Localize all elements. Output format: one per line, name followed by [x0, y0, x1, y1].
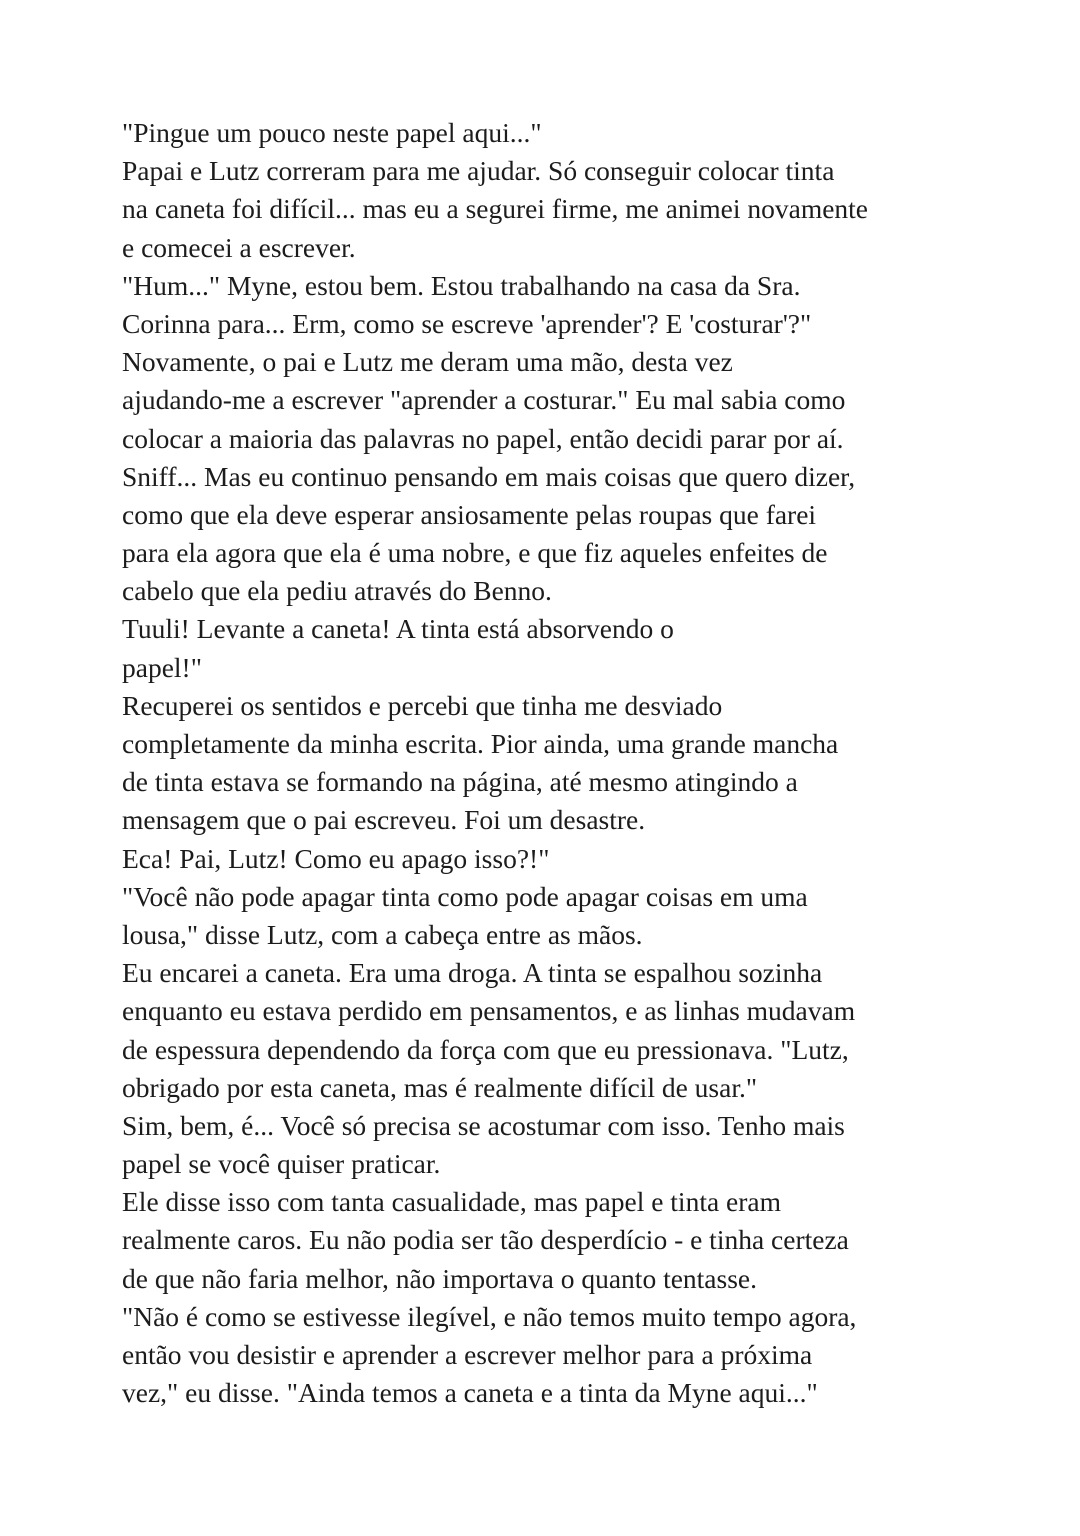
text-line: "Você não pode apagar tinta como pode apagar coisas em uma — [122, 880, 808, 912]
text-line: colocar a maioria das palavras no papel, então decidi parar por aí. — [122, 422, 844, 454]
text-line: então vou desistir e aprender a escrever melhor para a próxima — [122, 1339, 813, 1370]
text-line: Papai e Lutz correram para me ajudar. Só conseguir colocar tinta — [122, 155, 835, 187]
body-text — [122, 114, 1022, 1412]
text-line: lousa," disse Lutz, com a cabeça entre as mãos. — [122, 918, 643, 950]
text-line: enquanto eu estava perdido em pensamentos, e as linhas mudavam — [122, 995, 856, 1027]
text-line: Sim, bem, é... Você só precisa se acostumar com isso. Tenho mais — [122, 1109, 845, 1141]
text-line: e comecei a escrever. — [122, 231, 356, 263]
text-line: de que não faria melhor, não importava o quanto tentasse. — [122, 1262, 757, 1294]
text-line: mensagem que o pai escreveu. Foi um desastre. — [122, 804, 646, 836]
text-line: Corinna para... Erm, como se escreve 'aprender'? E 'costurar'?" — [122, 307, 812, 339]
text-line: Eu encarei a caneta. Era uma droga. A tinta se espalhou sozinha — [122, 957, 823, 989]
text-line: Tuuli! Levante a caneta! A tinta está absorvendo o — [122, 613, 674, 645]
text-line: Sniff... Mas eu continuo pensando em mais coisas que quero dizer, — [122, 460, 856, 492]
text-line: vez," eu disse. "Ainda temos a caneta e a tinta da Myne aqui..." — [122, 1377, 818, 1409]
text-line: na caneta foi difícil... mas eu a segurei firme, me animei novamente — [122, 193, 869, 225]
text-line: cabelo que ela pediu através do Benno. — [122, 575, 552, 607]
text-line: Eca! Pai, Lutz! Como eu apago isso?!" — [122, 842, 550, 874]
text-line: de tinta estava se formando na página, até mesmo atingindo a — [122, 766, 798, 798]
text-line: Ele disse isso com tanta casualidade, mas papel e tinta eram — [122, 1186, 782, 1218]
text-line: "Pingue um pouco neste papel aqui..." — [122, 117, 542, 148]
text-line: papel!" — [122, 651, 202, 683]
text-line: "Não é como se estivesse ilegível, e não temos muito tempo agora, — [122, 1300, 857, 1332]
text-line: realmente caros. Eu não podia ser tão desperdício - e tinha certeza — [122, 1224, 849, 1256]
text-line: "Hum..." Myne, estou bem. Estou trabalhando na casa da Sra. — [122, 269, 801, 301]
text-line: para ela agora que ela é uma nobre, e que fiz aqueles enfeites de — [122, 537, 828, 569]
text-line: obrigado por esta caneta, mas é realmente difícil de usar." — [122, 1071, 758, 1103]
text-line: completamente da minha escrita. Pior ainda, uma grande mancha — [122, 728, 839, 759]
text-line: de espessura dependendo da força com que eu pressionava. "Lutz, — [122, 1033, 849, 1065]
text-line: ajudando-me a escrever "aprender a costurar." Eu mal sabia como — [122, 384, 846, 416]
text-line: Novamente, o pai e Lutz me deram uma mão, desta vez — [122, 346, 733, 378]
text-line: como que ela deve esperar ansiosamente pelas roupas que farei — [122, 498, 817, 530]
text-line: Recuperei os sentidos e percebi que tinha me desviado — [122, 689, 723, 721]
text-line: papel se você quiser praticar. — [122, 1148, 441, 1180]
